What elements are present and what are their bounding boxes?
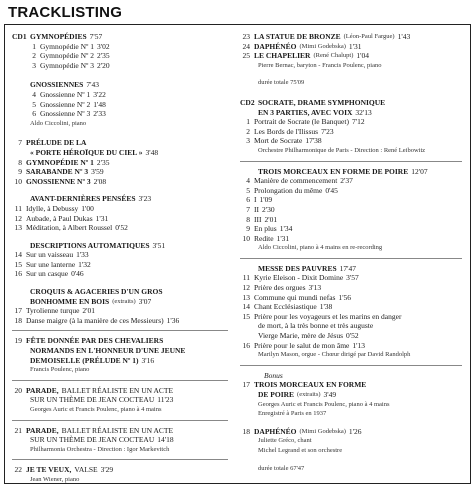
work-fete: 19 FÊTE DONNÉE PAR DES CHEVALIERS: [14, 336, 164, 346]
divider: [12, 330, 228, 331]
work-trois-morceaux: TROIS MORCEAUX EN FORME DE POIRE 12'07: [258, 166, 428, 176]
track-row: 13 Méditation, à Albert Roussel 0'52: [14, 223, 128, 233]
right-column: [240, 32, 468, 473]
recording-note: Enregistré à Paris en 1937: [258, 410, 327, 418]
track-row: 9 SARABANDE Nº 3 3'59: [18, 167, 104, 177]
cd-label: CD1: [12, 32, 27, 41]
track-row: 12 Prière des orgues 3'13: [242, 283, 322, 293]
work-prelude-line2: « PORTE HÉROÏQUE DU CIEL » 3'48: [30, 147, 159, 157]
track-row: 15 Prière pour les voyageurs et les marins en danger: [242, 311, 402, 321]
track-row: 11 Idylle, à Debussy 1'00: [14, 203, 94, 213]
performer-credit: Georges Auric et Francis Poulenc, piano à 4 mains: [30, 406, 162, 413]
performer-credit: Francis Poulenc, piano: [30, 366, 90, 374]
work-parade-1-line2: SUR UN THÈME DE JEAN COCTEAU 11'23: [30, 395, 174, 405]
work-gnossiennes: GNOSSIENNES 7'43: [30, 80, 99, 90]
track-row: 13 Commune qui mundi nefas 1'56: [242, 292, 352, 302]
work-gymnopedies: CD1 GYMNOPÉDIES 7'57: [12, 32, 103, 41]
work-socrate-line2: EN 3 PARTIES, AVEC VOIX 32'13: [258, 107, 372, 117]
work-messe: MESSE DES PAUVRES 17'47: [258, 263, 356, 273]
divider: [12, 420, 228, 421]
track-row: 14 Sur un vaisseau 1'33: [14, 250, 89, 260]
work-descriptions: DESCRIPTIONS AUTOMATIQUES 3'51: [30, 240, 166, 250]
divider: [240, 258, 462, 259]
work-croquis-line2: BONHOMME EN BOIS (extraits) 3'07: [30, 296, 152, 306]
work-croquis: CROQUIS & AGACERIES D'UN GROS: [30, 287, 163, 297]
track-row: 7 II 2'30: [246, 204, 275, 214]
track-row: 4 Manière de commencement 2'37: [246, 176, 353, 186]
track-row: 24 DAPHÉNÉO (Mimi Godebska) 1'31: [242, 41, 362, 51]
track-row: 1 Portrait de Socrate (le Banquet) 7'12: [246, 117, 365, 127]
track-row: 2 Les Bords de l'Ilissus 7'23: [246, 126, 334, 136]
divider: [12, 459, 228, 460]
track-row: 11 Kyrie Eleison - Dixit Domine 3'57: [242, 273, 359, 283]
performer-credit: Jean Wiener, piano: [30, 475, 80, 483]
total-duration: durée totale 67'47: [258, 464, 305, 472]
track-row: 25 LE CHAPELIER (René Chalupt) 1'04: [242, 51, 369, 61]
work-fete-line2: NORMANDS EN L'HONNEUR D'UNE JEUNE: [30, 346, 186, 356]
track-row: 5 Prolongation du même 0'45: [246, 185, 338, 195]
track-row-cont: Vierge Marie, mère de Jésus 0'52: [258, 331, 359, 341]
work-je-te-veux: 22 JE TE VEUX, VALSE 3'29: [14, 465, 114, 475]
work-bonus-trois-line2: DE POIRE (extraits) 3'49: [258, 390, 337, 399]
work-avant-dernieres: AVANT-DERNIÈRES PENSÉES 3'23: [30, 194, 152, 204]
track-row: 4 Gnossienne Nº 1 3'22: [32, 89, 106, 99]
left-column: [12, 32, 237, 485]
performer-credit: Aldo Ciccolini, piano: [30, 119, 87, 127]
performer-credit: Juliette Gréco, chant: [258, 437, 312, 445]
track-row: 16 Sur un casque 0'46: [14, 269, 84, 279]
track-row: 1 Gymnopédie Nº 1 3'02: [32, 41, 110, 51]
track-row: 5 Gnossienne Nº 2 1'48: [32, 99, 106, 109]
work-prelude: 7 PRÉLUDE DE LA: [18, 138, 87, 148]
track-row: 6 Gnossienne Nº 3 2'33: [32, 109, 106, 119]
track-row: 9 En plus 1'34: [246, 224, 293, 234]
track-row: 16 Prière pour le salut de mon âme 1'13: [242, 340, 365, 350]
track-row: 8 III 2'01: [246, 214, 278, 224]
track-row-cont: de mort, à la très bonne et très auguste: [258, 321, 374, 331]
track-row: 3 Mort de Socrate 17'38: [246, 136, 322, 146]
performer-credit: Marilyn Mason, orgue - Chœur dirigé par David Randolph: [258, 351, 411, 359]
work-socrate: CD2 SOCRATE, DRAME SYMPHONIQUE: [240, 97, 386, 107]
track-row: 18 DAPHÉNÉO (Mimi Godebska) 1'26: [242, 426, 362, 436]
track-row: 2 Gymnopédie Nº 2 2'35: [32, 51, 110, 61]
performer-credit: Georges Auric et Francis Poulenc, piano à 4 mains: [258, 400, 390, 408]
divider: [240, 365, 462, 366]
bonus-label: Bonus: [264, 370, 283, 380]
divider: [12, 380, 228, 381]
work-bonus-trois: 17 TROIS MORCEAUX EN FORME: [242, 380, 367, 390]
work-parade-2-line2: SUR UN THÈME DE JEAN COCTEAU 14'18: [30, 435, 174, 445]
performer-credit: Michel Legrand et son orchestre: [258, 446, 343, 454]
track-row: 14 Chant Ecclésiastique 1'38: [242, 302, 333, 312]
performer-credit: Philharmonia Orchestra - Direction : Igor Markevitch: [30, 445, 170, 453]
work-parade-1: 20 PARADE, BALLET RÉALISTE EN UN ACTE: [14, 385, 174, 395]
work-fete-line3: DEMOISELLE (PRÉLUDE Nº 1) 3'16: [30, 355, 155, 365]
divider: [240, 161, 462, 162]
performer-credit: Aldo Ciccolini, piano à 4 mains en re-recording: [258, 244, 383, 252]
performer-credit: Orchestre Philharmonique de Paris - Direction : René Leibowitz: [258, 146, 426, 154]
cd-label: CD2: [240, 97, 255, 107]
page-title: TRACKLISTING: [8, 4, 123, 21]
total-duration: durée totale 75'09: [258, 79, 305, 87]
track-row: 18 Danse maigre (à la manière de ces Messieurs) 1'36: [14, 315, 180, 325]
track-row: 10 GNOSSIENNE Nº 3 2'08: [14, 176, 107, 186]
track-row: 15 Sur une lanterne 1'32: [14, 259, 91, 269]
track-row: 17 Tyrolienne turque 2'01: [14, 306, 96, 316]
track-row: 23 LA STATUE DE BRONZE (Léon-Paul Fargue) 1'43: [242, 32, 411, 41]
track-row: 6 I 1'09: [246, 195, 273, 205]
track-row: 8 GYMNOPÉDIE Nº 1 2'35: [18, 157, 110, 167]
track-row: 3 Gymnopédie Nº 3 2'20: [32, 60, 110, 70]
track-row: 12 Aubade, à Paul Dukas 1'31: [14, 213, 109, 223]
track-row: 10 Redite 1'31: [242, 233, 290, 243]
performer-credit: Pierre Bernac, baryton - Francis Poulenc, piano: [258, 61, 382, 69]
work-parade-2: 21 PARADE, BALLET RÉALISTE EN UN ACTE: [14, 425, 174, 435]
